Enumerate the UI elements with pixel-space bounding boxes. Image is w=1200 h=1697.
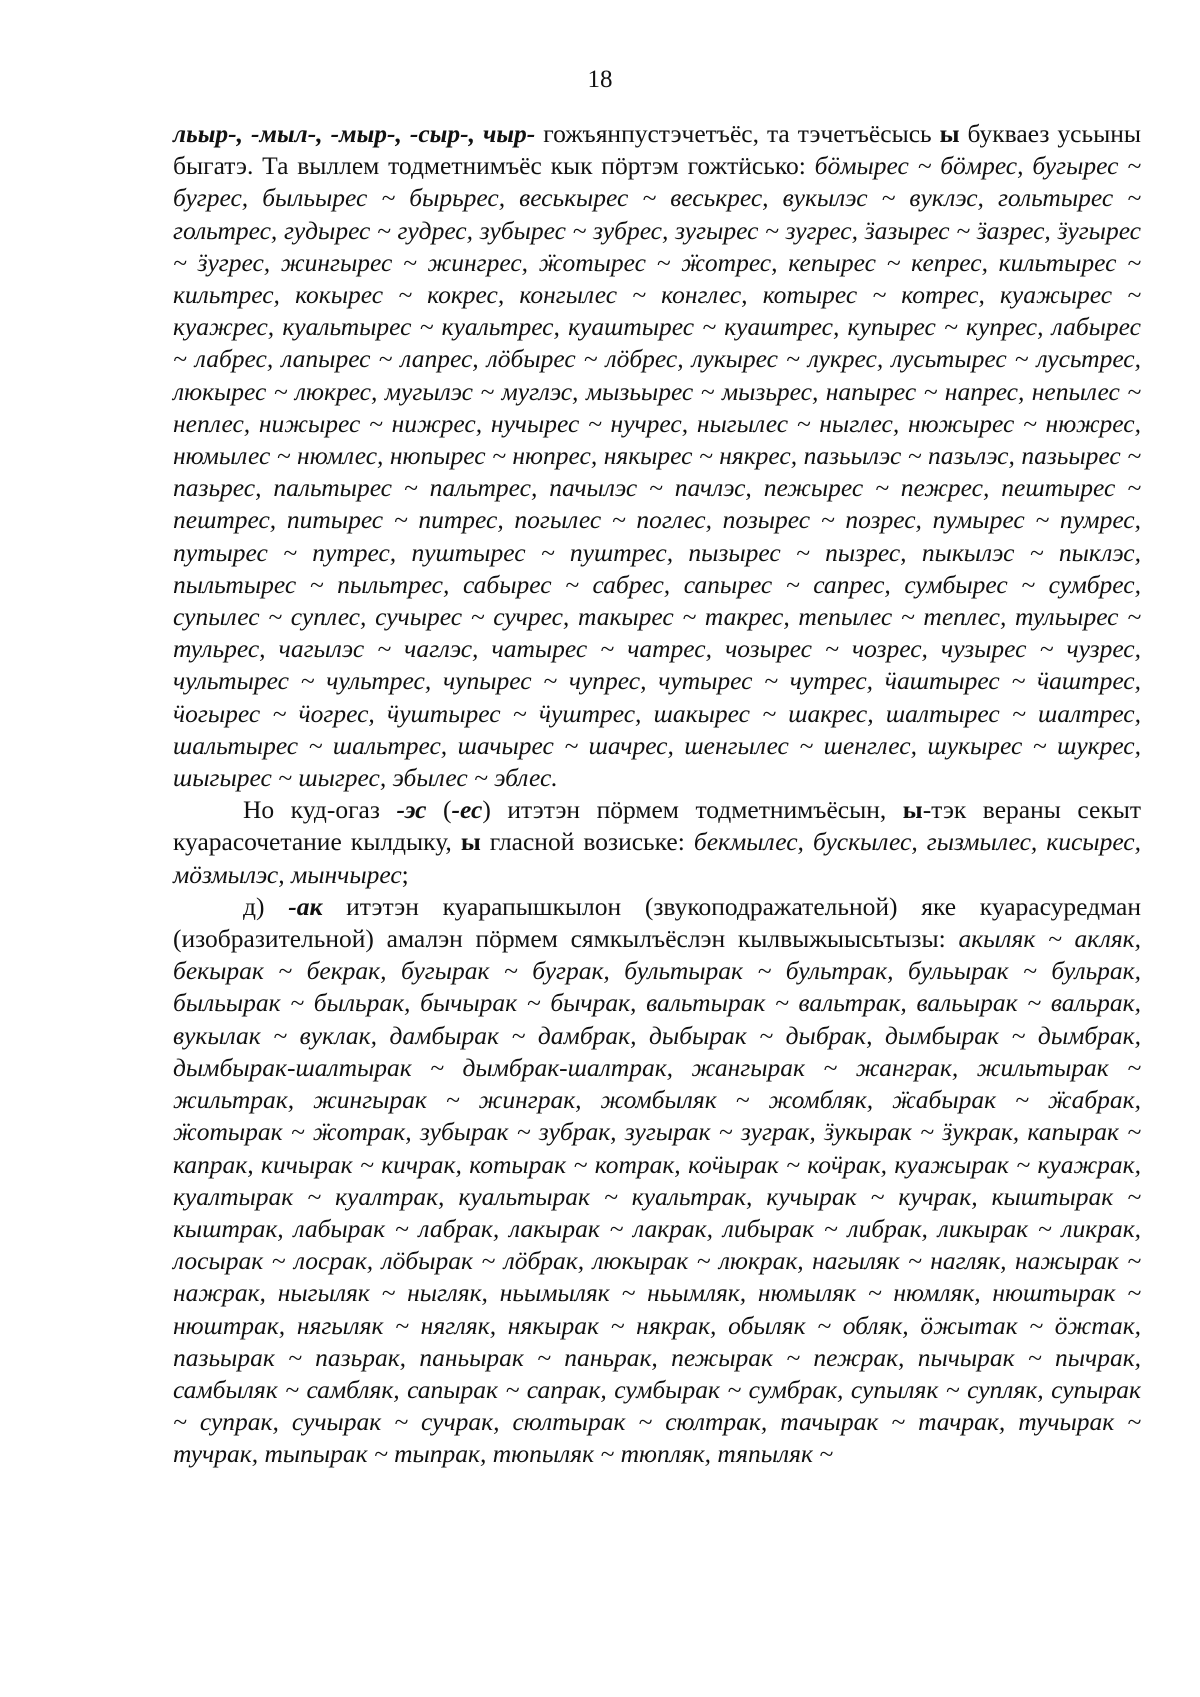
text-run: бӧмырес ~ бӧмрес, бугырес ~ бугрес, быльырес ~ бырьрес, веськырес ~ веськрес, вукылэс ~ вуклэс, гольтырес ~ гольтрес, гудырес ~ гудрес, зубырес ~ зубрес, зугырес ~ зугрес, ӟазырес ~ ӟазрес, ӟугырес ~ ӟугрес, жингырес ~ жингрес, ӝотырес ~ ӝотрес, кепырес ~ кепрес, кильтырес ~ кильтрес, кокырес ~ кокрес, конгылес ~ конглес, котырес ~ котрес, куажырес ~ куажрес, куальтырес ~ куальтрес, куаштырес ~ куаштрес, купырес ~ купрес, лабырес ~ лабрес, лапырес ~ лапрес, лӧбырес ~ лӧбрес, лукырес ~ лукрес, лусьтырес ~ лусьтрес, люкырес ~ люкрес, мугылэс ~ муглэс, мызьырес ~ мызьрес, напырес ~ напрес, непылес ~ неплес, нижырес ~ нижрес, нучырес ~ нучрес, ныгылес ~ ныглес, нюжырес ~ нюжрес, нюмылес ~ нюмлес, нюпырес ~ нюпрес, някырес ~ някрес, пазьылэс ~ пазьлэс, пазьырес ~ пазьрес, пальтырес ~ пальтрес, пачылэс ~ пачлэс, пежырес ~ пежрес, пештырес ~ пештрес, питырес ~ питрес, погылес ~ поглес, позырес ~ позрес, пумырес ~ пумрес, путырес ~ путрес, пуштырес ~ пуштрес, пызырес ~ пызрес, пыкылэс ~ пыклэс, пыльтырес ~ пыльтрес, сабырес ~ сабрес, сапырес ~ сапрес, сумбырес ~ сумбрес, супылес ~ суплес, сучырес ~ сучрес, такырес ~ такрес, тепылес ~ теплес, тульырес ~ тульрес, чагылэс ~ чаглэс, чатырес ~ чатрес, чозырес ~ чозрес, чузырес ~ чузрес, чультырес ~ чультрес, чупырес ~ чупрес, чутырес ~ чутрес, ӵаштырес ~ ӵаштрес, ӵогырес ~ ӵогрес, ӵуштырес ~ ӵуштрес, шакырес ~ шакрес, шалтырес ~ шалтрес, шальтырес ~ шальтрес, шачырес ~ шачрес, шенгылес ~ шенглес, шукырес ~ шукрес, шыгырес ~ шыгрес, эбылес ~ эблес. [173, 151, 1142, 793]
text-run: гожъянпустэчетъёс, та тэчетъёсысь [535, 119, 940, 148]
text-run: ) итэтэн пӧрмем тодметнимъёсын, [482, 795, 903, 825]
text-run: льыр-, -мыл-, -мыр-, -сыр-, чыр- [173, 119, 536, 148]
text-run: ы [902, 795, 923, 825]
text-run: -тэк вераны секыт куарасочетание кылдыку, [173, 795, 1141, 857]
text-run: букваез усьыны быгатэ. Та выллем тодметнимъёс кык пӧртэм гожтӥсько: [173, 119, 1142, 181]
text-run: ы [939, 119, 960, 148]
body-text [173, 118, 1141, 1471]
text-run: -ес [451, 795, 483, 825]
page-number: 18 [587, 66, 613, 93]
paragraph-suffix-ak-list [173, 891, 1141, 1471]
text-run: ы [460, 827, 481, 857]
text-run: Но куд-огаз [243, 795, 397, 825]
paragraph-es-exceptions [173, 794, 1141, 891]
text-run: -эс [396, 795, 427, 825]
text-run: ; [401, 859, 409, 889]
text-run: гласной возиське: [480, 827, 694, 857]
text-run: -ак [288, 891, 323, 921]
text-run: итэтэн куарапышкылон (звукоподражательной) яке куарасуредман (изобразительной) амалэн пӧрмем сямкылъёслэн кылвыжыысьтызы: [173, 891, 1141, 954]
paragraph-suffix-es-list [173, 118, 1141, 794]
text-run: акыляк ~ акляк, бекырак ~ бекрак, бугырак ~ буграк, бультырак ~ бультрак, бульырак ~ бульрак, быльырак ~ быльрак, бычырак ~ бычрак, вальтырак ~ вальтрак, вальырак ~ вальрак, вукылак ~ вуклак, дамбырак ~ дамбрак, дыбырак ~ дыбрак, дымбырак ~ дымбрак, дымбырак-шалтырак ~ дымбрак-шалтрак, жангырак ~ жанграк, жильтырак ~ жильтрак, жингырак ~ жинграк, жомбыляк ~ жомбляк, ӝабырак ~ ӝабрак, ӝотырак ~ ӝотрак, зубырак ~ зубрак, зугырак ~ зуграк, ӟукырак ~ ӟукрак, капырак ~ капрак, кичырак ~ кичрак, котырак ~ котрак, коӵырак ~ коӵрак, куажырак ~ куажрак, куалтырак ~ куалтрак, куальтырак ~ куальтрак, кучырак ~ кучрак, кыштырак ~ кыштрак, лабырак ~ лабрак, лакырак ~ лакрак, либырак ~ либрак, ликырак ~ ликрак, лосырак ~ лосрак, лӧбырак ~ лӧбрак, люкырак ~ люкрак, нагыляк ~ нагляк, нажырак ~ нажрак, ныгыляк ~ ныгляк, ньымыляк ~ ньымляк, нюмыляк ~ нюмляк, нюштырак ~ нюштрак, нягыляк ~ нягляк, някырак ~ някрак, обыляк ~ обляк, ӧжытак ~ ӧжтак, пазьырак ~ пазьрак, паньырак ~ паньрак, пежырак ~ пежрак, пычырак ~ пычрак, самбыляк ~ самбляк, сапырак ~ сапрак, сумбырак ~ сумбрак, супыляк ~ супляк, супырак ~ супрак, сучырак ~ сучрак, сюлтырак ~ сюлтрак, тачырак ~ тачрак, тучырак ~ тучрак, тыпырак ~ тыпрак, тюпыляк ~ тюпляк, тяпыляк ~ [173, 924, 1141, 1469]
text-run: ( [426, 795, 452, 825]
text-run: бекмылес, бускылес, гызмылес, кисырес, мӧзмылэс, мынчырес [173, 827, 1141, 889]
text-run: д) [243, 891, 289, 921]
